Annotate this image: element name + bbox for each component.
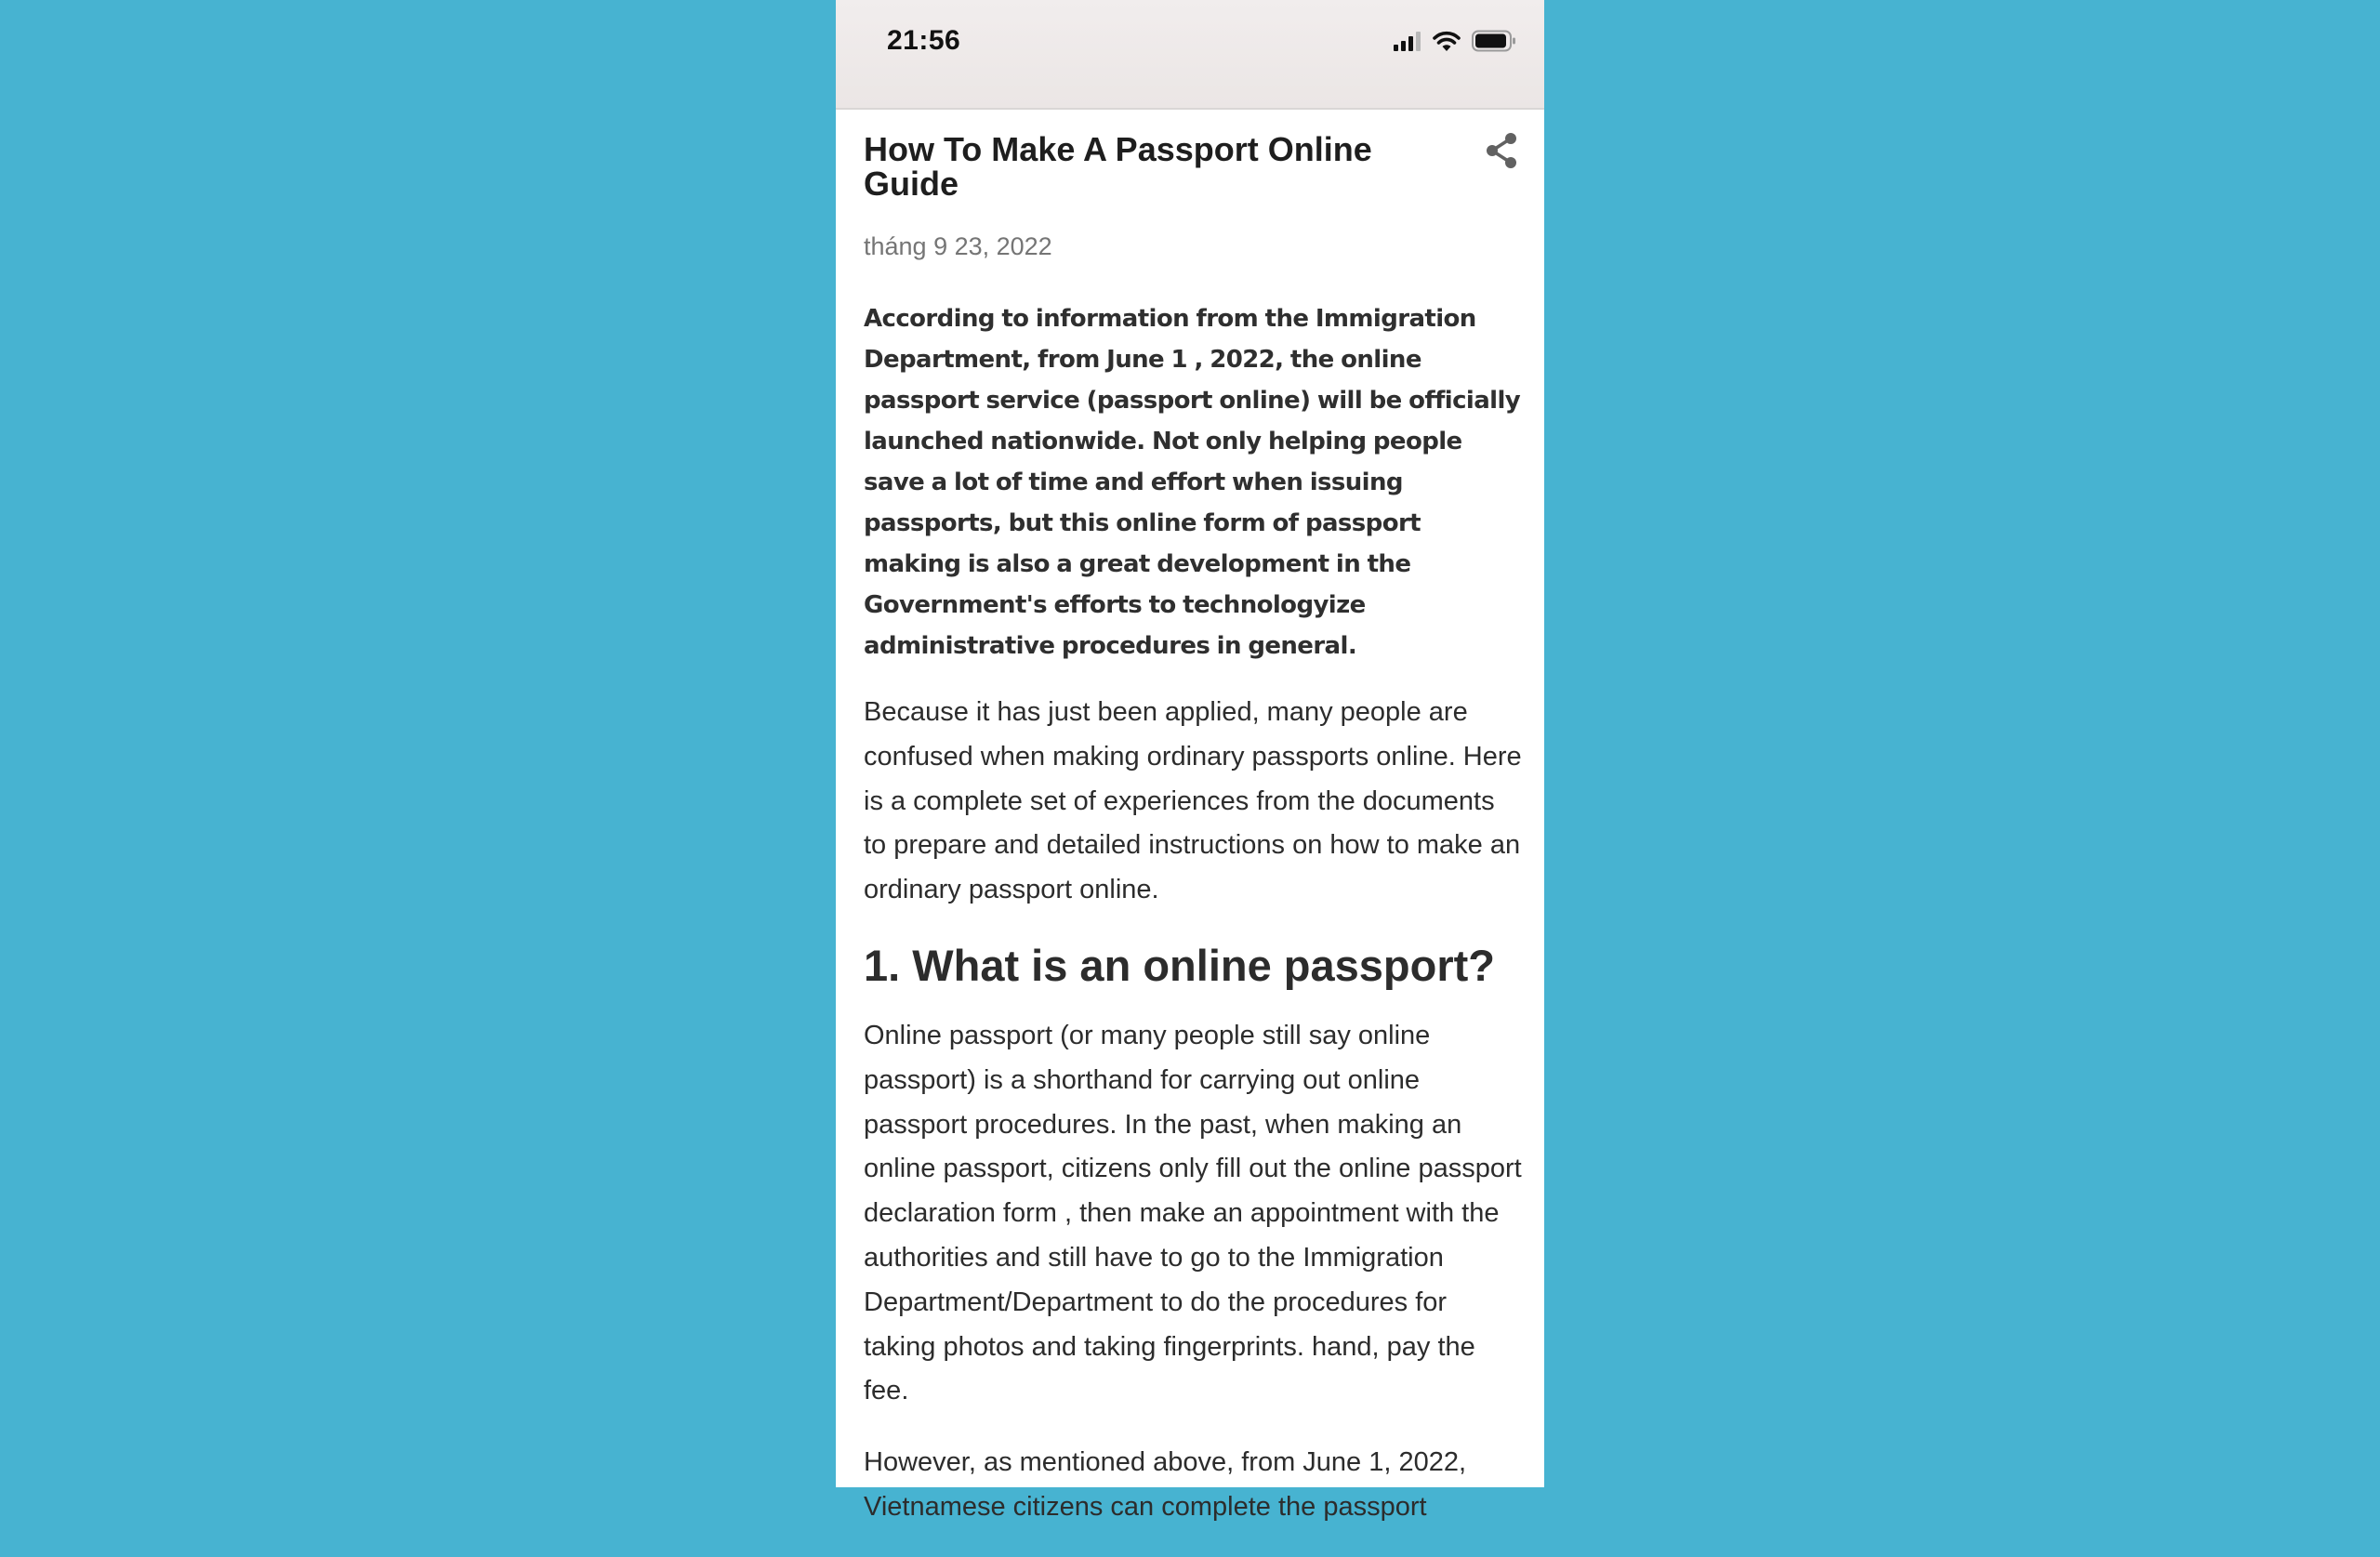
body-paragraph-2: Online passport (or many people still say online passport) is a shorthand for carrying out online passport procedures. In the past, when making an online passport, citizens only fill out the online passport declaration form , then make an appointment with the authorities and still have to go to the Immigration Department/Department to do the procedures for taking photos and taking fingerprints. hand, pay the fee.: [864, 1020, 1522, 1406]
status-time: 21:56: [887, 25, 961, 56]
section-heading-1: 1. What is an online passport?: [864, 940, 1495, 990]
cellular-signal-icon: [1394, 31, 1421, 51]
share-icon: [1484, 132, 1519, 174]
status-icons: [1394, 28, 1516, 54]
body-paragraph-3: However, as mentioned above, from June 1, 2022, Vietnamese citizens can complete the passport: [864, 1447, 1467, 1522]
battery-icon: [1472, 30, 1516, 52]
post-header: [864, 108, 1522, 201]
wifi-icon: [1433, 30, 1461, 52]
intro-paragraph: According to information from the Immigration Department, from June 1 , 2022, the online passport service (passport online) will be officially launched nationwide. Not only helping people save a lot of time and effort when issuing passports, but this online form of passport making is also a great development in the Government's efforts to technologyize administrative procedures in general.: [864, 305, 1521, 660]
status-bar: [836, 0, 1544, 110]
phone-screen: [836, 0, 1544, 1522]
body-paragraph-1: Because it has just been applied, many people are confused when making ordinary passports online. Here is a complete set of experiences from the documents to prepare and detailed instructions on how to make an ordinary passport online.: [864, 697, 1522, 905]
post-content: [864, 108, 1522, 1557]
post-date: tháng 9 23, 2022: [864, 232, 1052, 260]
post-title: How To Make A Passport Online Guide: [864, 130, 1372, 203]
share-button[interactable]: [1481, 132, 1522, 173]
